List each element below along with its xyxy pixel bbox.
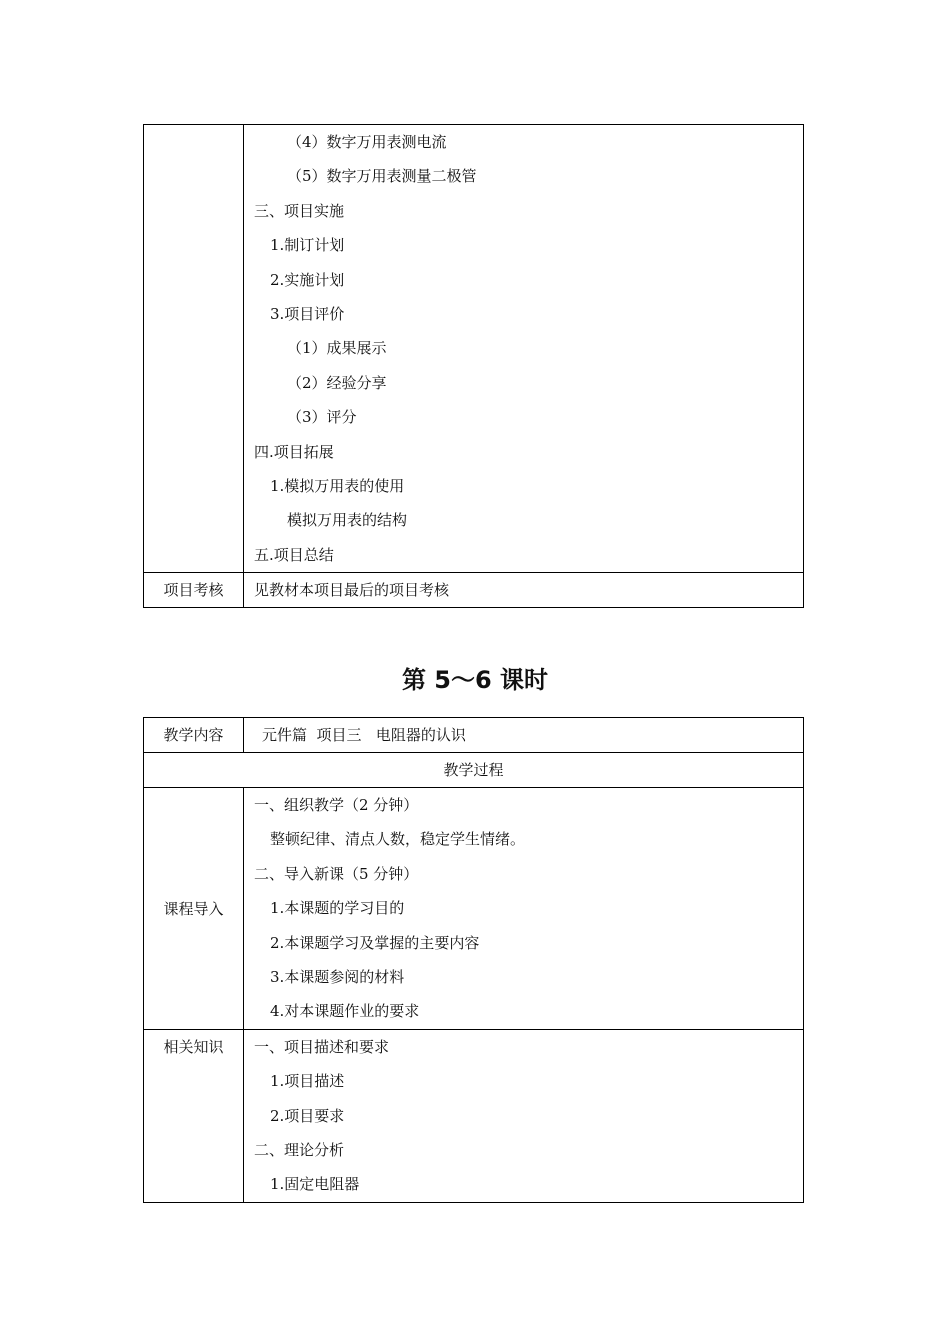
list-item: （4）数字万用表测电流 xyxy=(287,133,447,151)
row-label: 相关知识 xyxy=(144,1030,244,1202)
row-label: 项目考核 xyxy=(144,573,244,607)
row-label xyxy=(144,125,244,572)
table-row-process-header xyxy=(144,752,803,787)
list-item: 二、理论分析 xyxy=(254,1140,345,1159)
list-item: 2.实施计划 xyxy=(270,270,345,289)
list-item: 2.本课题学习及掌握的主要内容 xyxy=(270,933,480,952)
list-item: 1.本课题的学习目的 xyxy=(270,899,405,918)
list-item: 五.项目总结 xyxy=(254,545,334,564)
list-item: 1.项目描述 xyxy=(270,1072,345,1091)
table-row-process xyxy=(144,125,803,572)
list-item: 2.项目要求 xyxy=(270,1106,345,1125)
list-item: 一、项目描述和要求 xyxy=(254,1037,390,1056)
list-item: 二、导入新课（5 分钟） xyxy=(254,864,419,883)
process-header: 教学过程 xyxy=(443,761,504,779)
row-content xyxy=(244,788,803,1029)
list-item: 模拟万用表的结构 xyxy=(287,511,408,530)
section-title: 第 5～6 课时 xyxy=(401,666,549,694)
list-item: 3.项目评价 xyxy=(270,304,345,323)
list-item: 3.本课题参阅的材料 xyxy=(270,967,405,986)
table-row-knowledge xyxy=(144,1029,803,1202)
row-content xyxy=(244,573,803,607)
row-content xyxy=(244,718,803,752)
table-row-intro xyxy=(144,787,803,1029)
list-item: （5）数字万用表测量二极管 xyxy=(287,167,477,186)
list-item: 一、组织教学（2 分钟） xyxy=(254,796,419,814)
row-content xyxy=(244,125,803,572)
assessment-text: 见教材本项目最后的项目考核 xyxy=(254,581,450,600)
list-item: 整顿纪律、清点人数，稳定学生情绪。 xyxy=(270,830,526,849)
continuation-table xyxy=(143,124,804,608)
table-row-assessment xyxy=(144,572,803,607)
lesson-table xyxy=(143,717,804,1203)
table-row-content xyxy=(144,718,803,752)
list-item: 1.制订计划 xyxy=(270,236,345,255)
list-item: 四.项目拓展 xyxy=(254,442,334,461)
list-item: （1）成果展示 xyxy=(287,339,387,358)
list-item: 1.模拟万用表的使用 xyxy=(270,476,405,495)
list-item: 三、项目实施 xyxy=(254,201,345,220)
lesson-topic: 元件篇 项目三 电阻器的认识 xyxy=(262,726,466,744)
list-item: 1.固定电阻器 xyxy=(270,1175,360,1194)
list-item: （3）评分 xyxy=(287,408,357,427)
list-item: 4.对本课题作业的要求 xyxy=(270,1002,420,1021)
row-label: 教学内容 xyxy=(144,718,244,752)
row-label: 课程导入 xyxy=(144,788,244,1029)
list-item: （2）经验分享 xyxy=(287,373,387,392)
row-content xyxy=(244,1030,803,1202)
